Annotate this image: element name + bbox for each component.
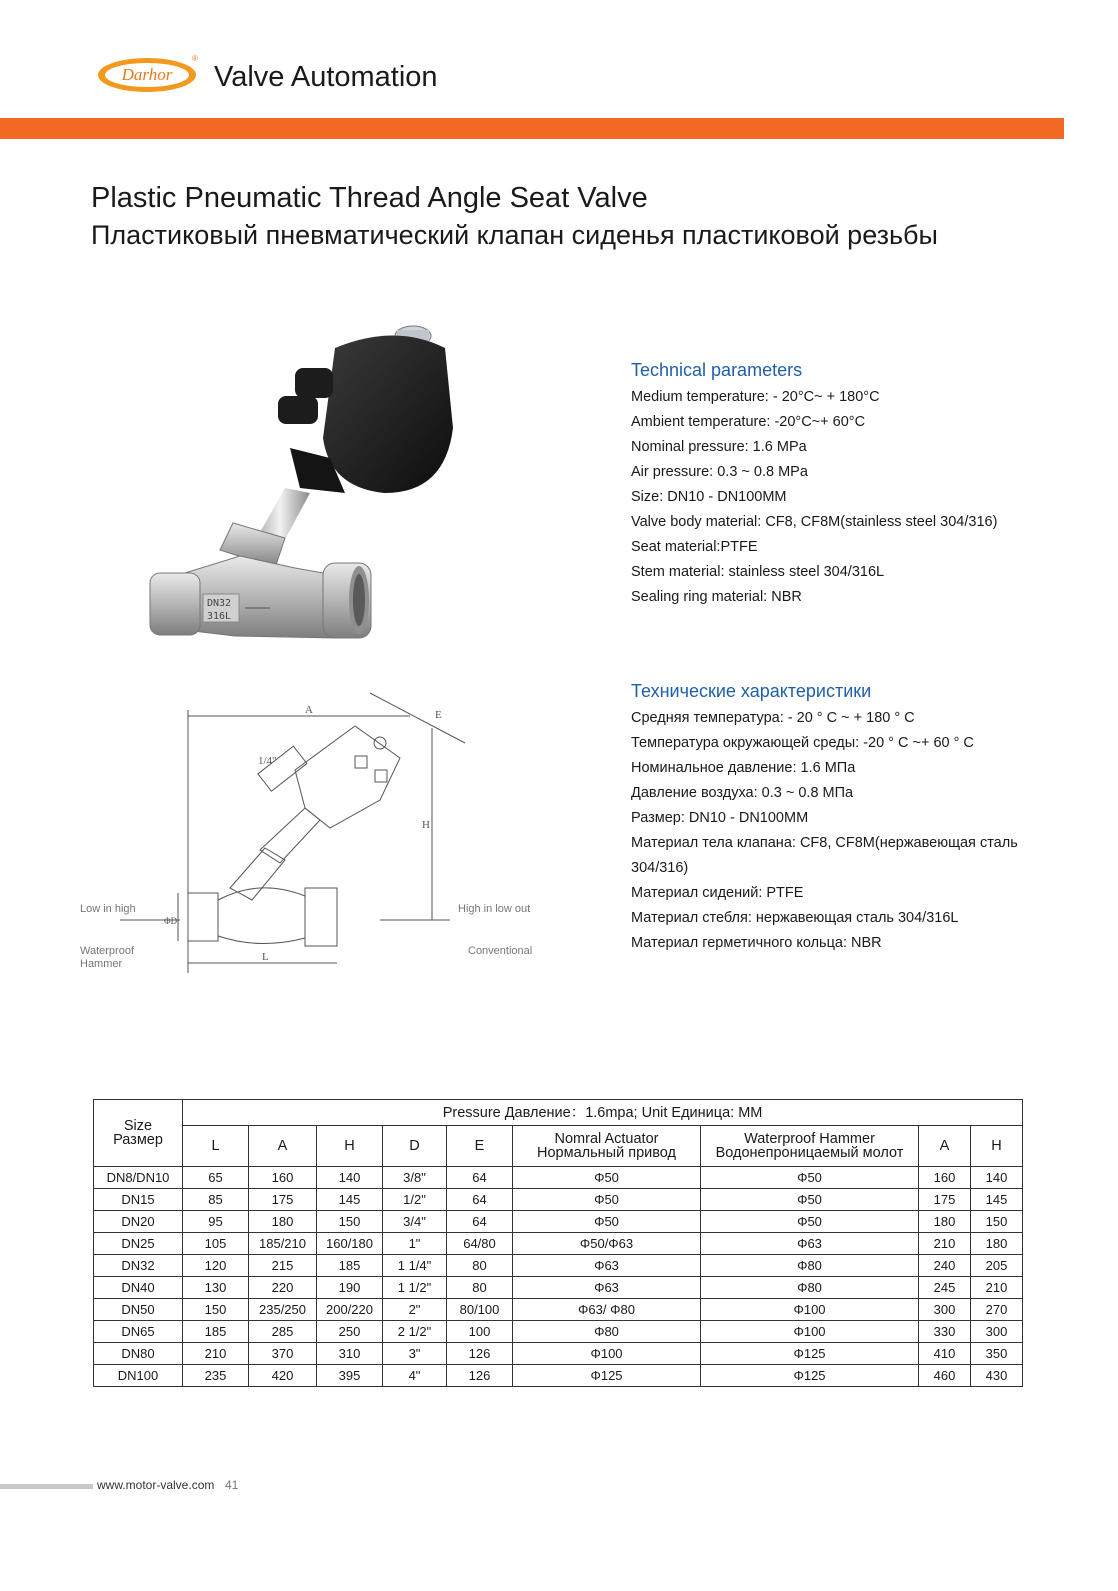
table-row xyxy=(94,1233,1023,1255)
table-cell: 145 xyxy=(971,1189,1023,1211)
table-cell: 1 1/2" xyxy=(383,1277,447,1299)
table-cell: 140 xyxy=(317,1167,383,1189)
spec-line: Материал сидений: PTFE xyxy=(631,885,804,901)
table-row xyxy=(94,1255,1023,1277)
table-cell: 80/100 xyxy=(447,1299,513,1321)
spec-line: Номинальное давление: 1.6 МПа xyxy=(631,760,856,776)
actuator-header-en: Nomral Actuator xyxy=(554,1131,659,1147)
table-cell: 235 xyxy=(183,1365,249,1387)
dim-e-label: E xyxy=(435,709,442,721)
spec-line: Medium temperature: - 20°C~ + 180°C xyxy=(631,389,880,405)
table-cell: 95 xyxy=(183,1211,249,1233)
table-cell: 395 xyxy=(317,1365,383,1387)
table-row xyxy=(94,1167,1023,1189)
table-cell: 300 xyxy=(919,1299,971,1321)
col-a2-header: A xyxy=(919,1126,971,1167)
table-cell: 460 xyxy=(919,1365,971,1387)
valve-dimension-drawing xyxy=(80,688,535,978)
table-cell: 150 xyxy=(183,1299,249,1321)
table-cell: 190 xyxy=(317,1277,383,1299)
table-cell: DN65 xyxy=(94,1321,183,1343)
dim-a-label: A xyxy=(305,704,313,716)
table-cell: 160/180 xyxy=(317,1233,383,1255)
table-cell: 3/8" xyxy=(383,1167,447,1189)
table-cell: 3" xyxy=(383,1343,447,1365)
table-cell: 1/2" xyxy=(383,1189,447,1211)
table-cell: 126 xyxy=(447,1365,513,1387)
table-cell: DN25 xyxy=(94,1233,183,1255)
page-number: 41 xyxy=(225,1478,239,1492)
table-cell: 175 xyxy=(919,1189,971,1211)
spec-heading-en: Technical parameters xyxy=(631,360,803,380)
table-cell: 210 xyxy=(183,1343,249,1365)
table-cell: 205 xyxy=(971,1255,1023,1277)
table-cell: Φ50/Φ63 xyxy=(513,1233,701,1255)
col-h-header: H xyxy=(317,1126,383,1167)
table-cell: 215 xyxy=(249,1255,317,1277)
table-cell: 65 xyxy=(183,1167,249,1189)
brand-logo-text: Darhor xyxy=(105,63,189,87)
table-cell: 126 xyxy=(447,1343,513,1365)
spec-line: Size: DN10 - DN100MM xyxy=(631,489,787,505)
table-cell: 310 xyxy=(317,1343,383,1365)
table-cell: Φ125 xyxy=(701,1343,919,1365)
waterproof-hammer-label-2: Hammer xyxy=(80,958,123,970)
table-cell: Φ50 xyxy=(701,1211,919,1233)
spec-line: Valve body material: CF8, CF8M(stainless steel 304/316) xyxy=(631,514,998,530)
table-cell: 250 xyxy=(317,1321,383,1343)
table-cell: 130 xyxy=(183,1277,249,1299)
col-actuator-header xyxy=(513,1126,701,1167)
spec-line: 304/316) xyxy=(631,860,689,876)
engraving-size: DN32 xyxy=(207,598,232,609)
footer-rule xyxy=(0,1484,93,1489)
table-cell: 80 xyxy=(447,1277,513,1299)
spec-line: Stem material: stainless steel 304/316L xyxy=(631,564,885,580)
table-cell: DN32 xyxy=(94,1255,183,1277)
spec-line: Материал герметичного кольца: NBR xyxy=(631,935,882,951)
table-cell: 185/210 xyxy=(249,1233,317,1255)
spec-line: Nominal pressure: 1.6 MPa xyxy=(631,439,807,455)
registered-mark: ® xyxy=(192,54,198,63)
table-cell: 64 xyxy=(447,1167,513,1189)
table-cell: 105 xyxy=(183,1233,249,1255)
table-row xyxy=(94,1189,1023,1211)
dimension-table xyxy=(93,1099,1023,1387)
table-cell: 220 xyxy=(249,1277,317,1299)
table-cell: 145 xyxy=(317,1189,383,1211)
table-cell: 2" xyxy=(383,1299,447,1321)
spec-heading-ru: Технические характеристики xyxy=(631,681,872,701)
table-cell: 300 xyxy=(971,1321,1023,1343)
table-cell: Φ50 xyxy=(513,1167,701,1189)
brand-logo xyxy=(98,58,196,92)
col-hammer-header xyxy=(701,1126,919,1167)
col-l-header: L xyxy=(183,1126,249,1167)
col-a-header: A xyxy=(249,1126,317,1167)
conventional-label: Conventional xyxy=(468,945,533,957)
table-cell: 370 xyxy=(249,1343,317,1365)
table-cell: DN40 xyxy=(94,1277,183,1299)
brand-title: Valve Automation xyxy=(214,61,438,93)
technical-parameters-ru xyxy=(631,681,1071,956)
spec-line: Ambient temperature: -20°C~+ 60°C xyxy=(631,414,866,430)
table-cell: 140 xyxy=(971,1167,1023,1189)
hammer-header-ru: Водонепроницаемый молот xyxy=(715,1145,904,1161)
spec-line: Seat material:PTFE xyxy=(631,539,758,555)
table-cell: 245 xyxy=(919,1277,971,1299)
table-cell: Φ100 xyxy=(513,1343,701,1365)
dim-l-label: L xyxy=(262,951,269,963)
table-cell: Φ125 xyxy=(701,1365,919,1387)
table-cell: 235/250 xyxy=(249,1299,317,1321)
spec-line: Sealing ring material: NBR xyxy=(631,589,802,605)
table-cell: Φ80 xyxy=(701,1277,919,1299)
table-cell: 200/220 xyxy=(317,1299,383,1321)
table-cell: 85 xyxy=(183,1189,249,1211)
page-title-ru: Пластиковый пневматический клапан сиденья пластиковой резьбы xyxy=(91,220,938,250)
spec-line: Air pressure: 0.3 ~ 0.8 MPa xyxy=(631,464,808,480)
table-row xyxy=(94,1211,1023,1233)
table-cell: DN100 xyxy=(94,1365,183,1387)
port-size-label: 1/4" xyxy=(258,755,277,767)
table-cell: 160 xyxy=(919,1167,971,1189)
header-divider xyxy=(0,118,1064,139)
table-cell: 150 xyxy=(971,1211,1023,1233)
table-cell: 3/4" xyxy=(383,1211,447,1233)
spec-line: Материал стебля: нержавеющая сталь 304/316L xyxy=(631,910,959,926)
table-cell: 2 1/2" xyxy=(383,1321,447,1343)
table-cell: DN20 xyxy=(94,1211,183,1233)
table-cell: 80 xyxy=(447,1255,513,1277)
table-cell: 410 xyxy=(919,1343,971,1365)
table-cell: 350 xyxy=(971,1343,1023,1365)
table-cell: 330 xyxy=(919,1321,971,1343)
col-e-header: E xyxy=(447,1126,513,1167)
page-title-en: Plastic Pneumatic Thread Angle Seat Valve xyxy=(91,182,648,214)
dim-h-label: H xyxy=(422,819,430,831)
table-cell: 430 xyxy=(971,1365,1023,1387)
table-cell: Φ100 xyxy=(701,1321,919,1343)
table-row xyxy=(94,1321,1023,1343)
technical-parameters-en xyxy=(631,360,1071,610)
table-cell: DN80 xyxy=(94,1343,183,1365)
size-header-ru: Размер xyxy=(113,1132,163,1148)
table-cell: 150 xyxy=(317,1211,383,1233)
table-cell: Φ100 xyxy=(701,1299,919,1321)
table-cell: Φ125 xyxy=(513,1365,701,1387)
table-cell: Φ50 xyxy=(513,1211,701,1233)
table-cell: 240 xyxy=(919,1255,971,1277)
table-cell: Φ63 xyxy=(513,1277,701,1299)
table-row xyxy=(94,1277,1023,1299)
actuator-header-ru: Нормальный привод xyxy=(537,1145,676,1161)
table-row xyxy=(94,1365,1023,1387)
table-cell: 270 xyxy=(971,1299,1023,1321)
footer-url: www.motor-valve.com xyxy=(97,1478,215,1492)
flow-low-in-high-label: Low in high xyxy=(80,903,136,915)
table-cell: 185 xyxy=(183,1321,249,1343)
table-cell: 420 xyxy=(249,1365,317,1387)
table-row xyxy=(94,1299,1023,1321)
col-h2-header: H xyxy=(971,1126,1023,1167)
table-cell: 100 xyxy=(447,1321,513,1343)
table-cell: Φ50 xyxy=(701,1167,919,1189)
engraving-material: 316L xyxy=(207,611,232,622)
col-d-header: D xyxy=(383,1126,447,1167)
spec-line: Температура окружающей среды: -20 ° C ~+ 60 ° C xyxy=(631,735,974,751)
spec-line: Давление воздуха: 0.3 ~ 0.8 МПа xyxy=(631,785,854,801)
size-header-en: Size xyxy=(123,1118,153,1134)
table-cell: Φ80 xyxy=(513,1321,701,1343)
table-cell: Φ63/ Φ80 xyxy=(513,1299,701,1321)
table-cell: 210 xyxy=(919,1233,971,1255)
spec-line: Размер: DN10 - DN100MM xyxy=(631,810,809,826)
spec-line: Средняя температура: - 20 ° C ~ + 180 ° C xyxy=(631,710,915,726)
table-cell: Φ50 xyxy=(513,1189,701,1211)
table-cell: 180 xyxy=(971,1233,1023,1255)
table-cell: Φ50 xyxy=(701,1189,919,1211)
table-row xyxy=(94,1343,1023,1365)
size-header xyxy=(94,1100,183,1167)
table-cell: 120 xyxy=(183,1255,249,1277)
table-cell: 210 xyxy=(971,1277,1023,1299)
pressure-header: Pressure Давление：1.6mpa; Unit Единица: MM xyxy=(183,1100,1023,1126)
table-cell: 64/80 xyxy=(447,1233,513,1255)
valve-product-image xyxy=(145,318,465,648)
table-cell: 175 xyxy=(249,1189,317,1211)
table-cell: 1 1/4" xyxy=(383,1255,447,1277)
table-cell: Φ80 xyxy=(701,1255,919,1277)
table-cell: DN15 xyxy=(94,1189,183,1211)
table-cell: 285 xyxy=(249,1321,317,1343)
hammer-header-en: Waterproof Hammer xyxy=(744,1131,875,1147)
dimension-table-body xyxy=(94,1167,1023,1387)
table-cell: 185 xyxy=(317,1255,383,1277)
dim-d-label: ΦD xyxy=(164,916,178,926)
waterproof-hammer-label-1: Waterproof xyxy=(80,945,135,957)
table-cell: 4" xyxy=(383,1365,447,1387)
table-cell: 160 xyxy=(249,1167,317,1189)
flow-high-in-low-out-label: High in low out xyxy=(458,903,531,915)
table-cell: 180 xyxy=(919,1211,971,1233)
table-cell: Φ63 xyxy=(701,1233,919,1255)
table-cell: DN50 xyxy=(94,1299,183,1321)
table-cell: 1" xyxy=(383,1233,447,1255)
spec-line: Материал тела клапана: CF8, CF8M(нержавеющая сталь xyxy=(631,835,1018,851)
table-cell: 64 xyxy=(447,1189,513,1211)
table-cell: DN8/DN10 xyxy=(94,1167,183,1189)
table-cell: 64 xyxy=(447,1211,513,1233)
table-cell: Φ63 xyxy=(513,1255,701,1277)
table-cell: 180 xyxy=(249,1211,317,1233)
